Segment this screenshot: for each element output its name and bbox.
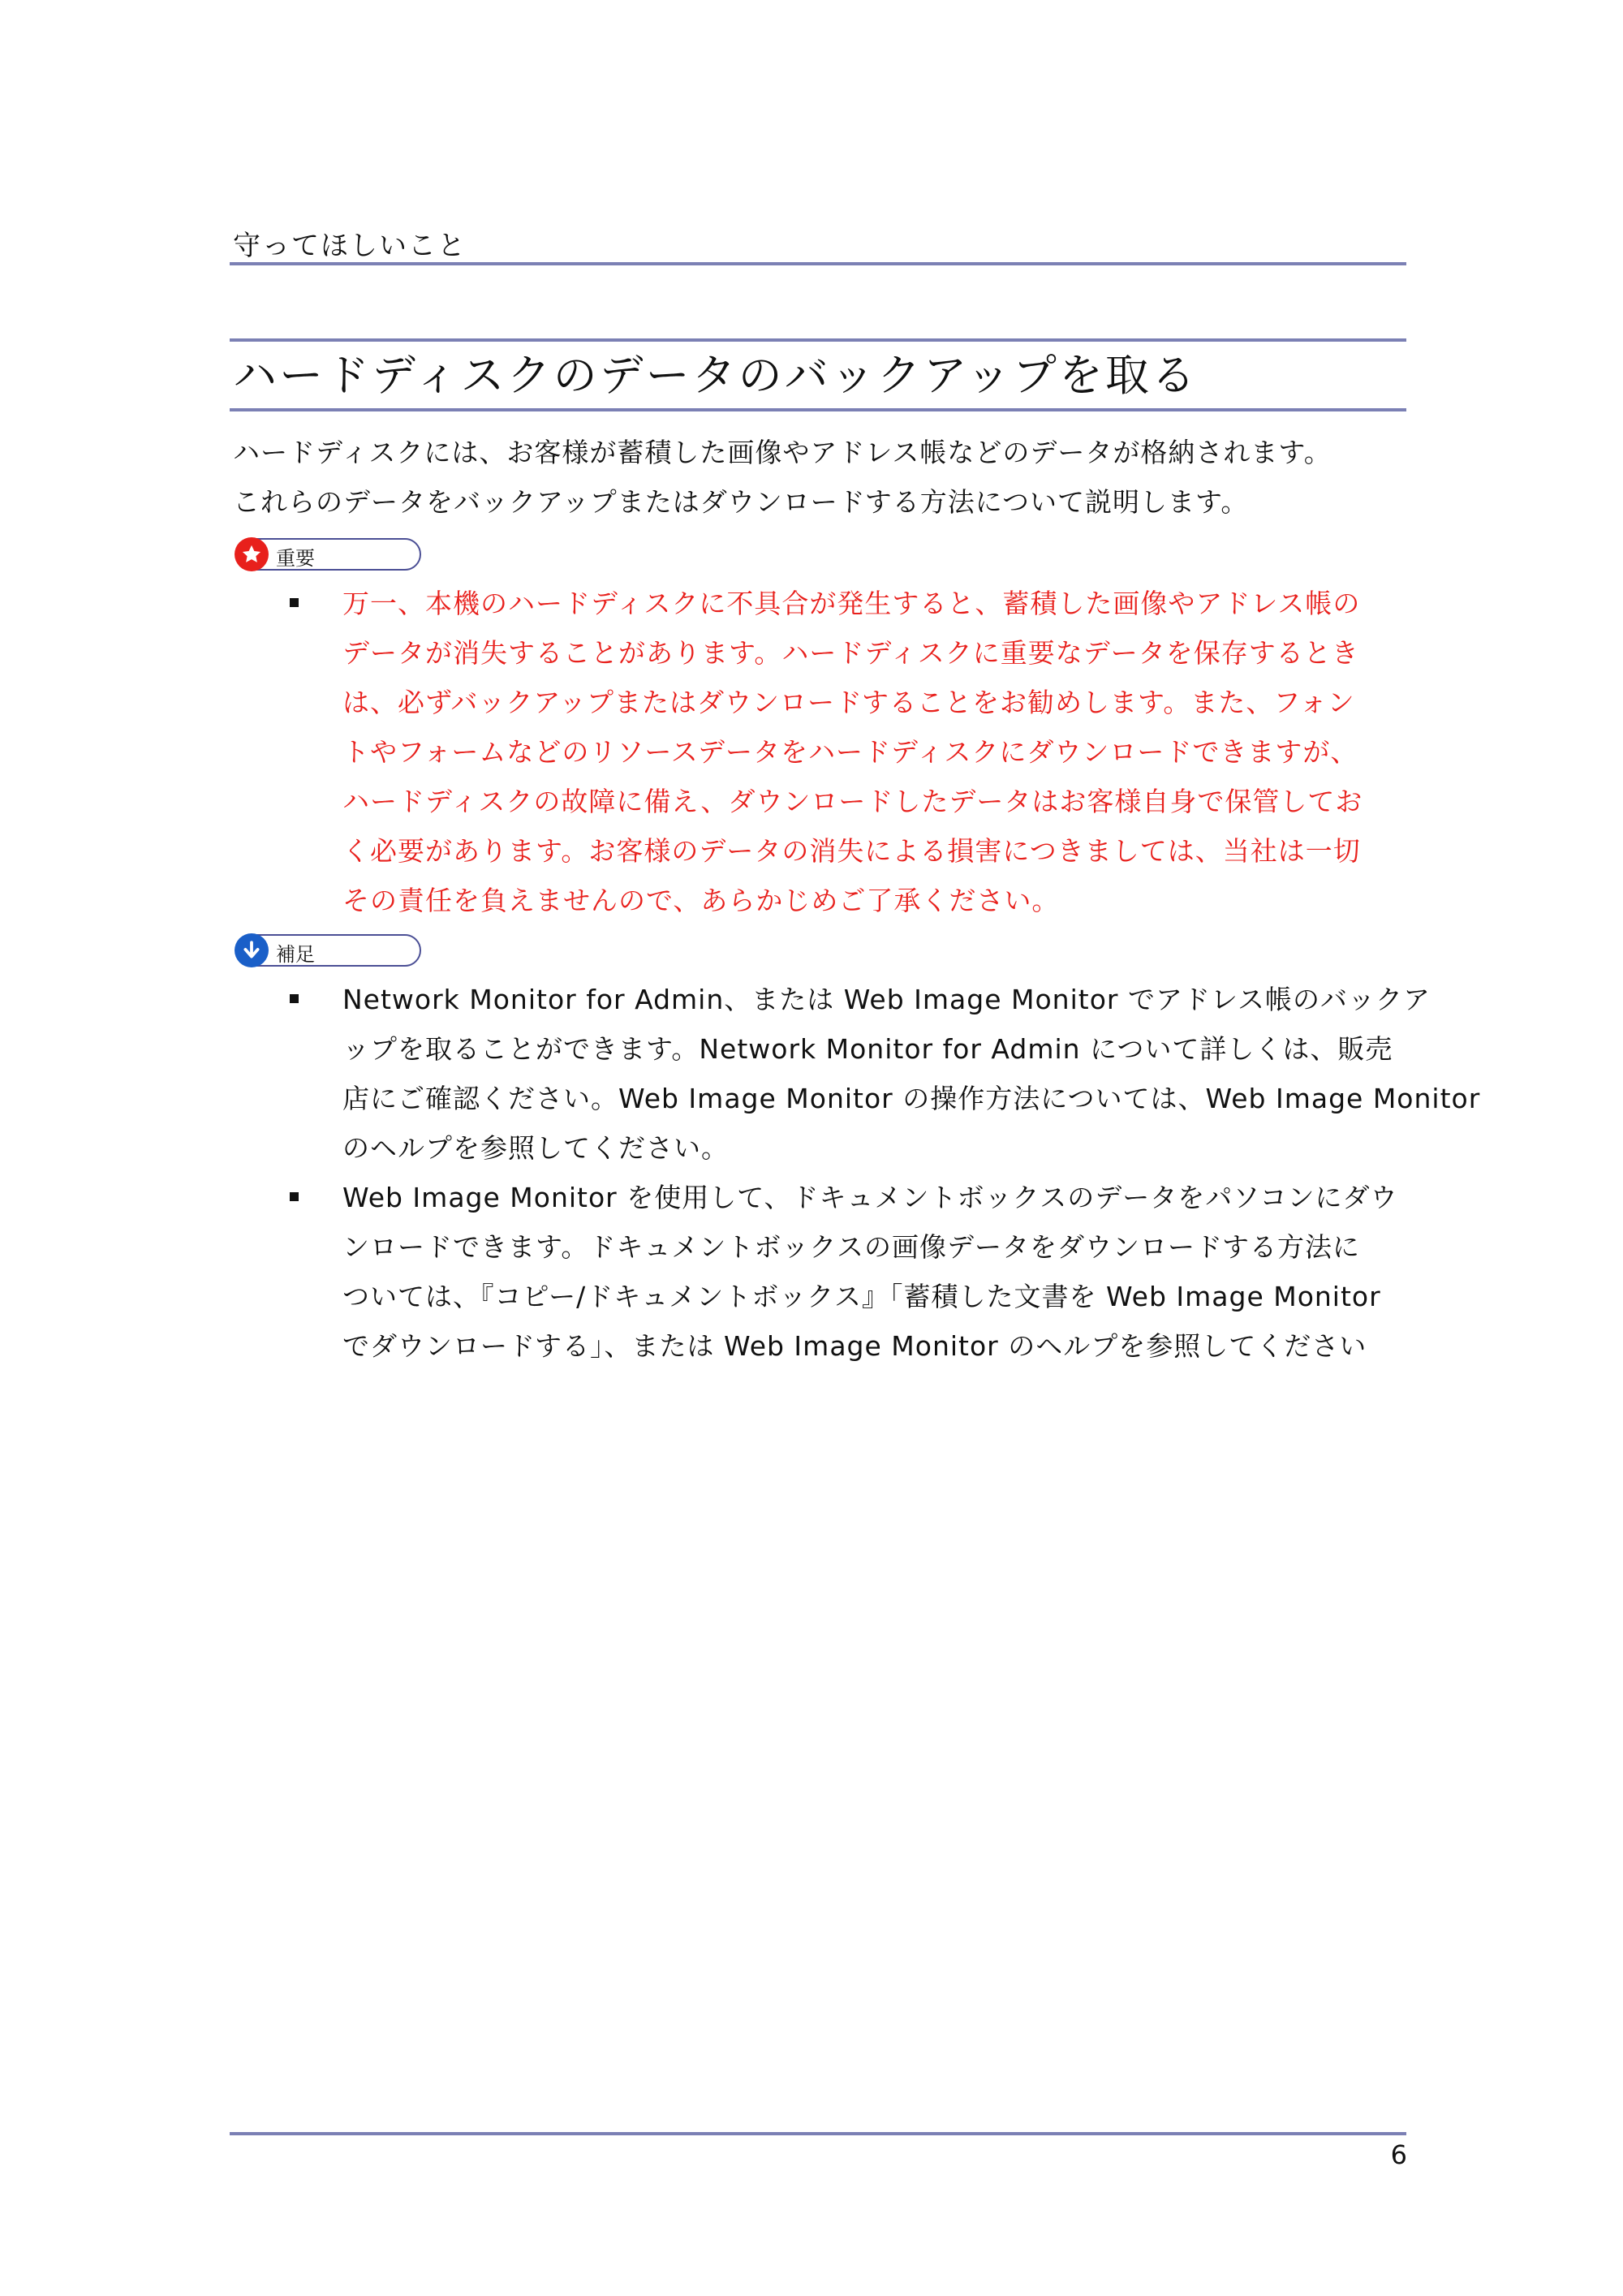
important-line: 万一、本機のハードディスクに不具合が発生すると、蓄積した画像やアドレス帳の (342, 588, 1361, 619)
arrow-down-icon (235, 933, 269, 967)
intro-line: これらのデータをバックアップまたはダウンロードする方法について説明します。 (233, 486, 1249, 518)
note-line: ンロードできます。ドキュメントボックスの画像データをダウンロードする方法に (342, 1231, 1361, 1263)
important-line: は、必ずバックアップまたはダウンロードすることをお勧めします。また、フォン (342, 687, 1355, 718)
important-label (235, 538, 421, 571)
note-item (288, 975, 1481, 1173)
important-item (288, 579, 1408, 925)
note-item (288, 1173, 1408, 1371)
bullet-icon (290, 994, 299, 1003)
bullet-icon (290, 598, 299, 607)
intro-paragraph (233, 428, 1410, 527)
header-divider (230, 262, 1406, 265)
page-title: ハードディスクのデータのバックアップを取る (233, 350, 1198, 401)
note-line: Network Monitor for Admin、または Web Image Monitor でアドレス帳のバックア (342, 984, 1431, 1015)
note-line: Web Image Monitor を使用して、ドキュメントボックスのデータをパソコンにダウ (342, 1182, 1398, 1213)
title-bottom-rule (230, 408, 1406, 411)
important-line: その責任を負えませんので、あらかじめご了承ください。 (342, 885, 1060, 916)
intro-line: ハードディスクには、お客様が蓄積した画像やアドレス帳などのデータが格納されます。 (233, 437, 1332, 468)
note-list (288, 975, 1481, 1371)
note-label-text: 補足 (276, 943, 315, 966)
star-icon (235, 537, 269, 571)
important-line: ハードディスクの故障に備え、ダウンロードしたデータはお客様自身で保管してお (342, 786, 1363, 817)
note-line: ップを取ることができます。Network Monitor for Admin について詳しくは、販売 (342, 1033, 1393, 1065)
important-label-text: 重要 (276, 547, 315, 570)
important-line: トやフォームなどのリソースデータをハードディスクにダウンロードできますが、 (342, 736, 1358, 768)
note-label (235, 934, 421, 967)
important-list (288, 579, 1408, 925)
important-line: く必要があります。お客様のデータの消失による損害につきましては、当社は一切 (342, 835, 1361, 867)
running-head: 守ってほしいこと (233, 230, 467, 262)
note-line: 店にご確認ください。Web Image Monitor の操作方法については、Web Image Monitor (342, 1083, 1481, 1114)
title-top-rule (230, 338, 1406, 342)
page-number: 6 (1390, 2139, 1407, 2170)
note-line: ついては、『コピー/ドキュメントボックス』「蓄積した文書を Web Image Monitor (342, 1281, 1381, 1312)
note-line: のヘルプを参照してください。 (342, 1132, 729, 1164)
note-line: でダウンロードする」、または Web Image Monitor のヘルプを参照してください (342, 1330, 1367, 1362)
footer-divider (230, 2132, 1406, 2135)
bullet-icon (290, 1192, 299, 1201)
important-line: データが消失することがあります。ハードディスクに重要なデータを保存するとき (342, 637, 1359, 669)
